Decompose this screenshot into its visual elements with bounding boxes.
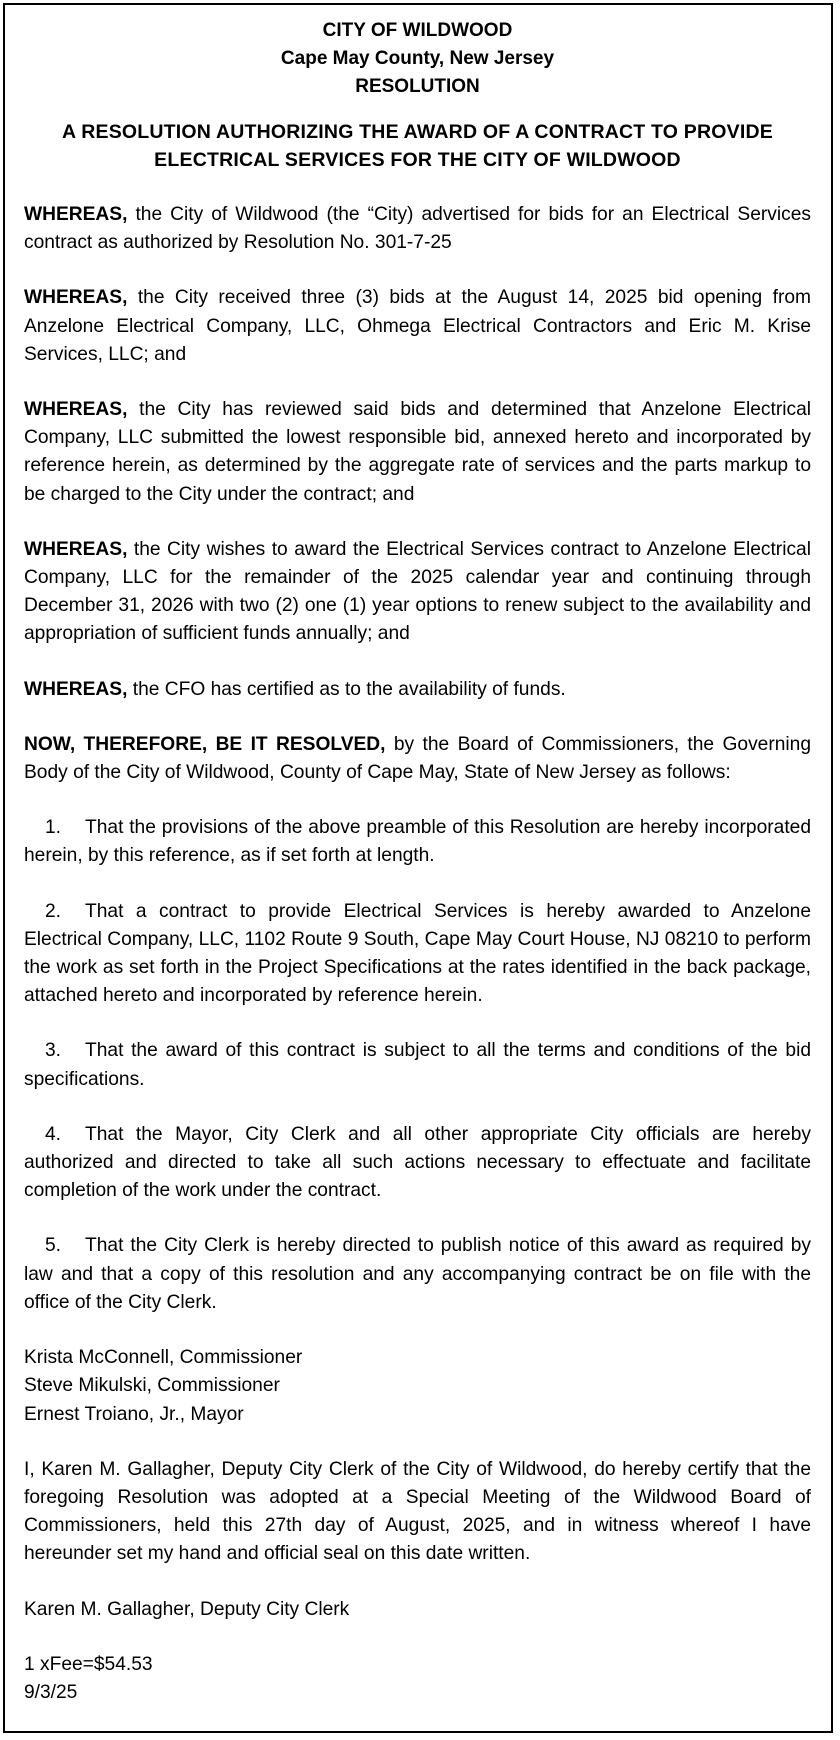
item-number: 3. xyxy=(45,1040,62,1062)
whereas-clause-3 xyxy=(24,396,811,509)
city-name: CITY OF WILDWOOD xyxy=(322,20,513,41)
item-number: 5. xyxy=(45,1235,62,1257)
publication-date: 9/3/25 xyxy=(24,1681,78,1703)
resolution-item-3 xyxy=(24,1037,811,1093)
resolved-lead: NOW, THEREFORE, BE IT RESOLVED, xyxy=(24,733,386,755)
notice-header xyxy=(24,17,811,101)
item-number: 2. xyxy=(45,900,62,922)
signer-name: Krista McConnell, Commissioner xyxy=(24,1347,303,1369)
item-text: That the provisions of the above preamble of this Resolution are hereby incorporated herein, by this reference, as if set forth at length. xyxy=(24,817,811,867)
document-type: RESOLUTION xyxy=(355,76,480,97)
county-state: Cape May County, New Jersey xyxy=(280,48,555,69)
signer-name: Steve Mikulski, Commissioner xyxy=(24,1375,280,1397)
item-text: That the Mayor, City Clerk and all other appropriate City officials are hereby authorized and directed to take all such actions necessary to effectuate and facilitate completion of the work under the contract. xyxy=(24,1123,811,1202)
whereas-clause-1 xyxy=(24,201,811,257)
whereas-clause-4 xyxy=(24,536,811,649)
whereas-lead: WHEREAS, xyxy=(24,204,128,225)
resolution-title: A RESOLUTION AUTHORIZING THE AWARD OF A CONTRACT TO PROVIDE ELECTRICAL SERVICES FOR THE CITY OF WILDWOOD xyxy=(62,121,773,171)
whereas-lead: WHEREAS, xyxy=(24,678,128,700)
item-text: That the City Clerk is hereby directed to publish notice of this award as required by law and that a copy of this resolution and any accompanying contract be on file with the office of the City Clerk. xyxy=(24,1235,811,1313)
resolution-item-4 xyxy=(24,1121,811,1206)
notice-footer xyxy=(24,1651,811,1707)
item-text: That a contract to provide Electrical Services is hereby awarded to Anzelone Electrical Company, LLC, 1102 Route 9 South, Cape May Court House, NJ 08210 to perform the work as set forth in the Project Specifications at the rates identified in the back package, attached hereto and incorporated by reference herein. xyxy=(24,900,811,1007)
item-number: 4. xyxy=(45,1123,62,1145)
resolved-text: by the Board of Commissioners, the Governing Body of the City of Wildwood, County of Cape May, State of New Jersey as follows: xyxy=(24,733,812,784)
whereas-text: the City of Wildwood (the “City) advertised for bids for an Electrical Services contract as authorized by Resolution No. 301-7-25 xyxy=(24,204,811,254)
signers-list xyxy=(24,1344,811,1429)
whereas-text: the CFO has certified as to the availability of funds. xyxy=(127,678,566,700)
item-text: That the award of this contract is subject to all the terms and conditions of the bid specifications. xyxy=(24,1040,811,1090)
fee-line: 1 xFee=$54.53 xyxy=(24,1653,153,1675)
signer-name: Ernest Troiano, Jr., Mayor xyxy=(24,1403,244,1425)
whereas-text: the City has reviewed said bids and determined that Anzelone Electrical Company, LLC submitted the lowest responsible bid, annexed hereto and incorporated by reference herein, as determined by the aggregate rate of services and the parts markup to be charged to the City under the contract; and xyxy=(24,399,811,505)
whereas-text: the City wishes to award the Electrical Services contract to Anzelone Electrical Company, LLC for the remainder of the 2025 calendar year and continuing through December 31, 2026 with two (2) one (1) year options to renew subject to the availability and appropriation of sufficient funds annually; and xyxy=(24,538,811,645)
resolved-clause xyxy=(24,731,811,787)
clerk-certification: I, Karen M. Gallagher, Deputy City Clerk of the City of Wildwood, do hereby certify that the foregoing Resolution was adopted at a Special Meeting of the Wildwood Board of Commissioners, held this 27th day of August, 2025, and in witness whereof I have hereunder set my hand and official seal on this date written. xyxy=(24,1458,811,1565)
whereas-clause-2 xyxy=(24,284,811,369)
whereas-clause-5 xyxy=(24,676,811,704)
legal-notice xyxy=(3,3,833,1733)
resolution-item-5 xyxy=(24,1232,811,1317)
item-number: 1. xyxy=(45,817,62,839)
whereas-text: the City received three (3) bids at the August 14, 2025 bid opening from Anzelone Electrical Company, LLC, Ohmega Electrical Contractors and Eric M. Krise Services, LLC; and xyxy=(24,287,811,365)
clerk-signature: Karen M. Gallagher, Deputy City Clerk xyxy=(24,1598,350,1620)
whereas-lead: WHEREAS, xyxy=(24,399,128,421)
resolution-item-1 xyxy=(24,814,811,870)
whereas-lead: WHEREAS, xyxy=(24,287,128,309)
whereas-lead: WHEREAS, xyxy=(24,538,128,560)
resolution-item-2 xyxy=(24,898,811,1011)
